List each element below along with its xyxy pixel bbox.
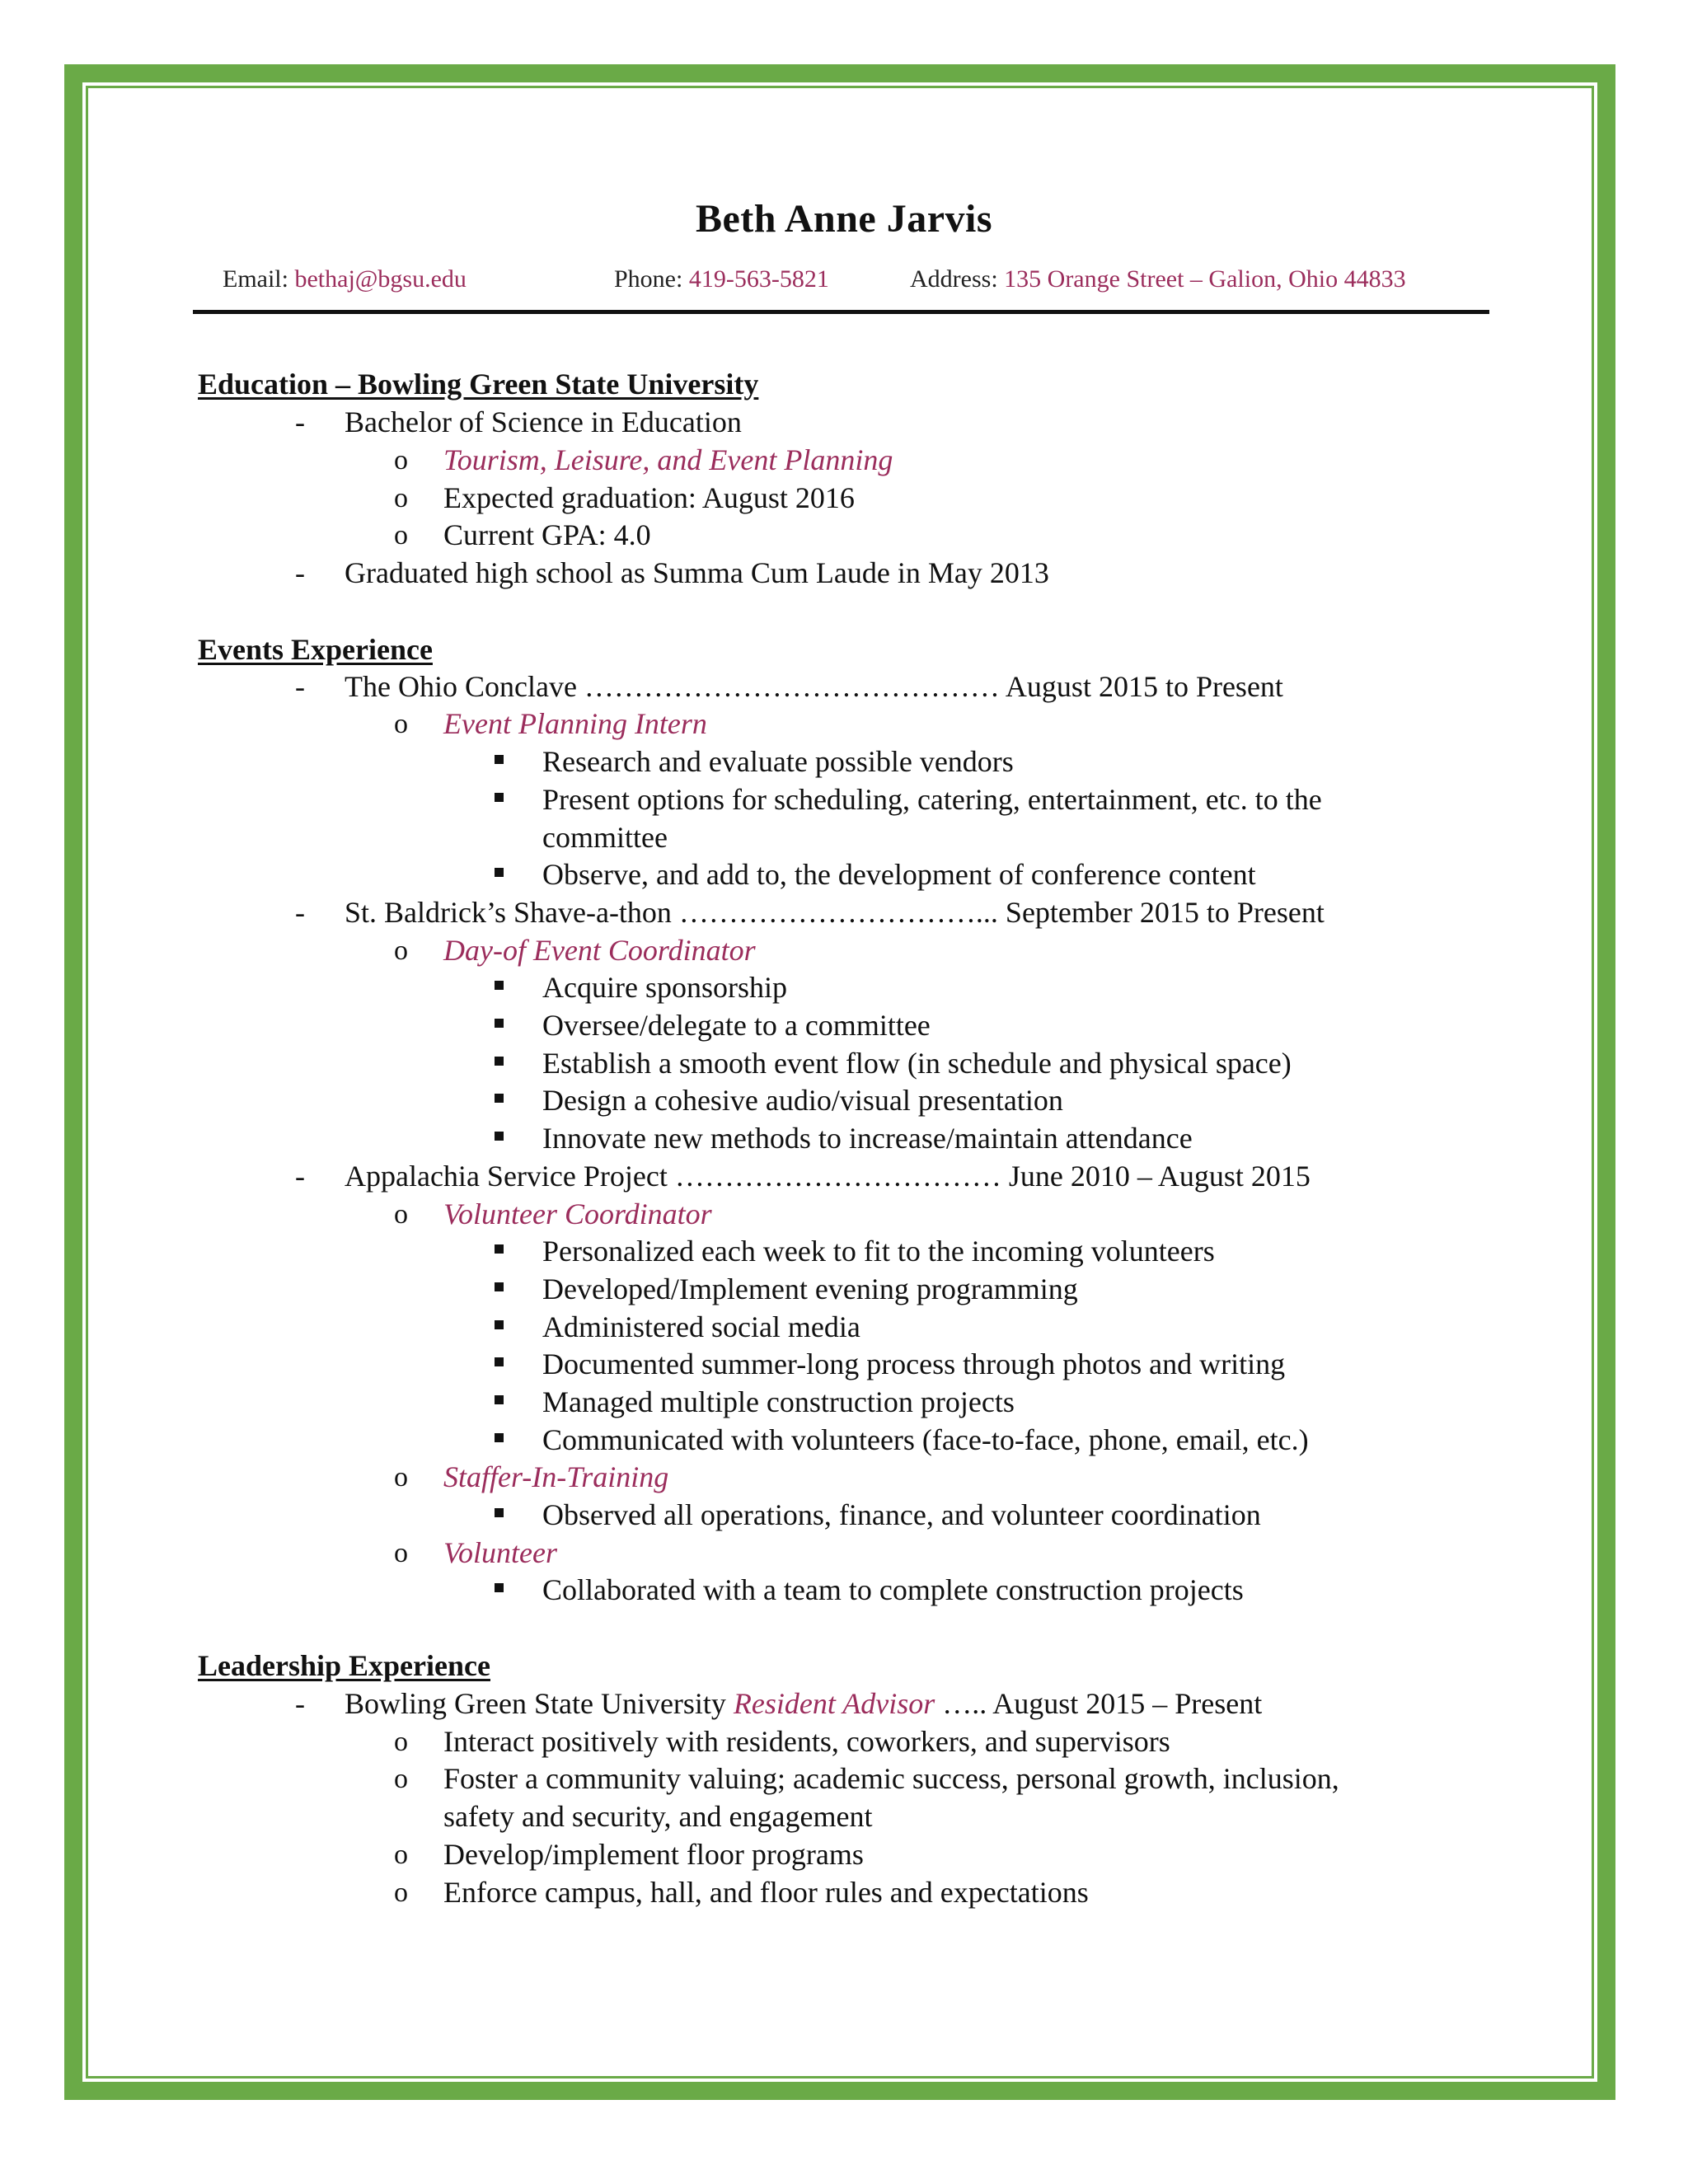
phone-label: Phone: bbox=[614, 265, 683, 293]
circle-bullet-icon: o bbox=[394, 1462, 408, 1493]
bullet-item: Design a cohesive audio/visual presentation bbox=[542, 1084, 1063, 1117]
bullet-item: Communicated with volunteers (face-to-face, phone, email, etc.) bbox=[542, 1423, 1309, 1456]
square-bullet-icon bbox=[495, 755, 504, 764]
bullet-item: Present options for scheduling, catering, entertainment, etc. to the bbox=[542, 783, 1322, 816]
degree: Bachelor of Science in Education bbox=[345, 405, 742, 438]
bullet-item: Collaborated with a team to complete construction projects bbox=[542, 1573, 1244, 1606]
role-title: Day-of Event Coordinator bbox=[443, 934, 756, 967]
circle-bullet-icon: o bbox=[394, 1727, 408, 1757]
circle-bullet-icon: o bbox=[394, 709, 408, 739]
bullet-item: Research and evaluate possible vendors bbox=[542, 745, 1014, 778]
leadership-item-continued: safety and security, and engagement bbox=[443, 1800, 873, 1833]
events-heading: Events Experience bbox=[198, 633, 433, 666]
header-divider bbox=[193, 310, 1489, 314]
major: Tourism, Leisure, and Event Planning bbox=[443, 443, 893, 476]
circle-bullet-icon: o bbox=[394, 1199, 408, 1230]
leadership-item: Foster a community valuing; academic success, personal growth, inclusion, bbox=[443, 1762, 1339, 1795]
phone-value: 419-563-5821 bbox=[688, 265, 829, 293]
square-bullet-icon bbox=[495, 1433, 504, 1442]
leadership-heading: Leadership Experience bbox=[198, 1649, 490, 1682]
phone-line bbox=[614, 265, 829, 293]
job-role: Resident Advisor bbox=[733, 1687, 935, 1720]
highschool: Graduated high school as Summa Cum Laude in May 2013 bbox=[345, 556, 1049, 589]
graduation: Expected graduation: August 2016 bbox=[443, 481, 855, 514]
bullet-item: Administered social media bbox=[542, 1310, 860, 1343]
resume-name: Beth Anne Jarvis bbox=[695, 197, 993, 241]
job-ohio-conclave: The Ohio Conclave …………………………………… August 2015 to Present bbox=[345, 670, 1283, 703]
leadership-item: Develop/implement floor programs bbox=[443, 1838, 864, 1871]
role-title: Volunteer bbox=[443, 1536, 557, 1569]
circle-bullet-icon: o bbox=[394, 520, 408, 551]
dash-marker: - bbox=[295, 405, 305, 438]
dash-marker: - bbox=[295, 1160, 305, 1193]
job-org: Bowling Green State University bbox=[345, 1687, 726, 1720]
role-title: Event Planning Intern bbox=[443, 707, 707, 740]
bullet-item: Innovate new methods to increase/maintain attendance bbox=[542, 1122, 1193, 1155]
square-bullet-icon bbox=[495, 1395, 504, 1404]
circle-bullet-icon: o bbox=[394, 1538, 408, 1568]
square-bullet-icon bbox=[495, 868, 504, 877]
square-bullet-icon bbox=[495, 1282, 504, 1291]
square-bullet-icon bbox=[495, 981, 504, 990]
square-bullet-icon bbox=[495, 1094, 504, 1103]
bullet-item: Observe, and add to, the development of conference content bbox=[542, 858, 1256, 891]
square-bullet-icon bbox=[495, 1357, 504, 1366]
square-bullet-icon bbox=[495, 1320, 504, 1329]
email-line bbox=[223, 265, 467, 293]
job-dates: ….. August 2015 – Present bbox=[942, 1687, 1263, 1720]
job-resident-advisor bbox=[345, 1689, 1262, 1718]
circle-bullet-icon: o bbox=[394, 1877, 408, 1908]
bullet-item: Oversee/delegate to a committee bbox=[542, 1009, 931, 1042]
bullet-item: Documented summer-long process through photos and writing bbox=[542, 1347, 1286, 1380]
circle-bullet-icon: o bbox=[394, 445, 408, 476]
role-title: Volunteer Coordinator bbox=[443, 1197, 712, 1230]
dash-marker: - bbox=[295, 896, 305, 929]
leadership-item: Interact positively with residents, coworkers, and supervisors bbox=[443, 1725, 1170, 1758]
circle-bullet-icon: o bbox=[394, 935, 408, 966]
square-bullet-icon bbox=[495, 1057, 504, 1066]
email-link[interactable]: bethaj@bgsu.edu bbox=[294, 265, 467, 293]
square-bullet-icon bbox=[495, 1244, 504, 1254]
square-bullet-icon bbox=[495, 1019, 504, 1028]
bullet-item: Managed multiple construction projects bbox=[542, 1385, 1015, 1418]
bullet-item: Observed all operations, finance, and volunteer coordination bbox=[542, 1498, 1261, 1531]
address-value: 135 Orange Street – Galion, Ohio 44833 bbox=[1004, 265, 1406, 293]
dash-marker: - bbox=[295, 1687, 305, 1720]
bullet-item: Acquire sponsorship bbox=[542, 971, 787, 1004]
circle-bullet-icon: o bbox=[394, 1840, 408, 1870]
address-line bbox=[910, 265, 1406, 293]
bullet-item: Personalized each week to fit to the incoming volunteers bbox=[542, 1235, 1215, 1268]
dash-marker: - bbox=[295, 670, 305, 703]
circle-bullet-icon: o bbox=[394, 1764, 408, 1794]
address-label: Address: bbox=[910, 265, 998, 293]
role-title: Staffer-In-Training bbox=[443, 1460, 669, 1493]
dash-marker: - bbox=[295, 556, 305, 589]
job-st-baldricks: St. Baldrick’s Shave-a-thon …………………………... September 2015 to Present bbox=[345, 896, 1325, 929]
square-bullet-icon bbox=[495, 1508, 504, 1517]
bullet-item: Developed/Implement evening programming bbox=[542, 1272, 1078, 1305]
bullet-item: Establish a smooth event flow (in schedule and physical space) bbox=[542, 1047, 1292, 1080]
square-bullet-icon bbox=[495, 793, 504, 802]
education-heading: Education – Bowling Green State University bbox=[198, 368, 759, 401]
leadership-item: Enforce campus, hall, and floor rules and expectations bbox=[443, 1876, 1089, 1909]
square-bullet-icon bbox=[495, 1132, 504, 1141]
circle-bullet-icon: o bbox=[394, 483, 408, 513]
email-label: Email: bbox=[223, 265, 288, 293]
square-bullet-icon bbox=[495, 1583, 504, 1592]
gpa: Current GPA: 4.0 bbox=[443, 518, 651, 551]
bullet-item-continued: committee bbox=[542, 821, 668, 854]
job-appalachia: Appalachia Service Project …………………………… June 2010 – August 2015 bbox=[345, 1160, 1311, 1193]
